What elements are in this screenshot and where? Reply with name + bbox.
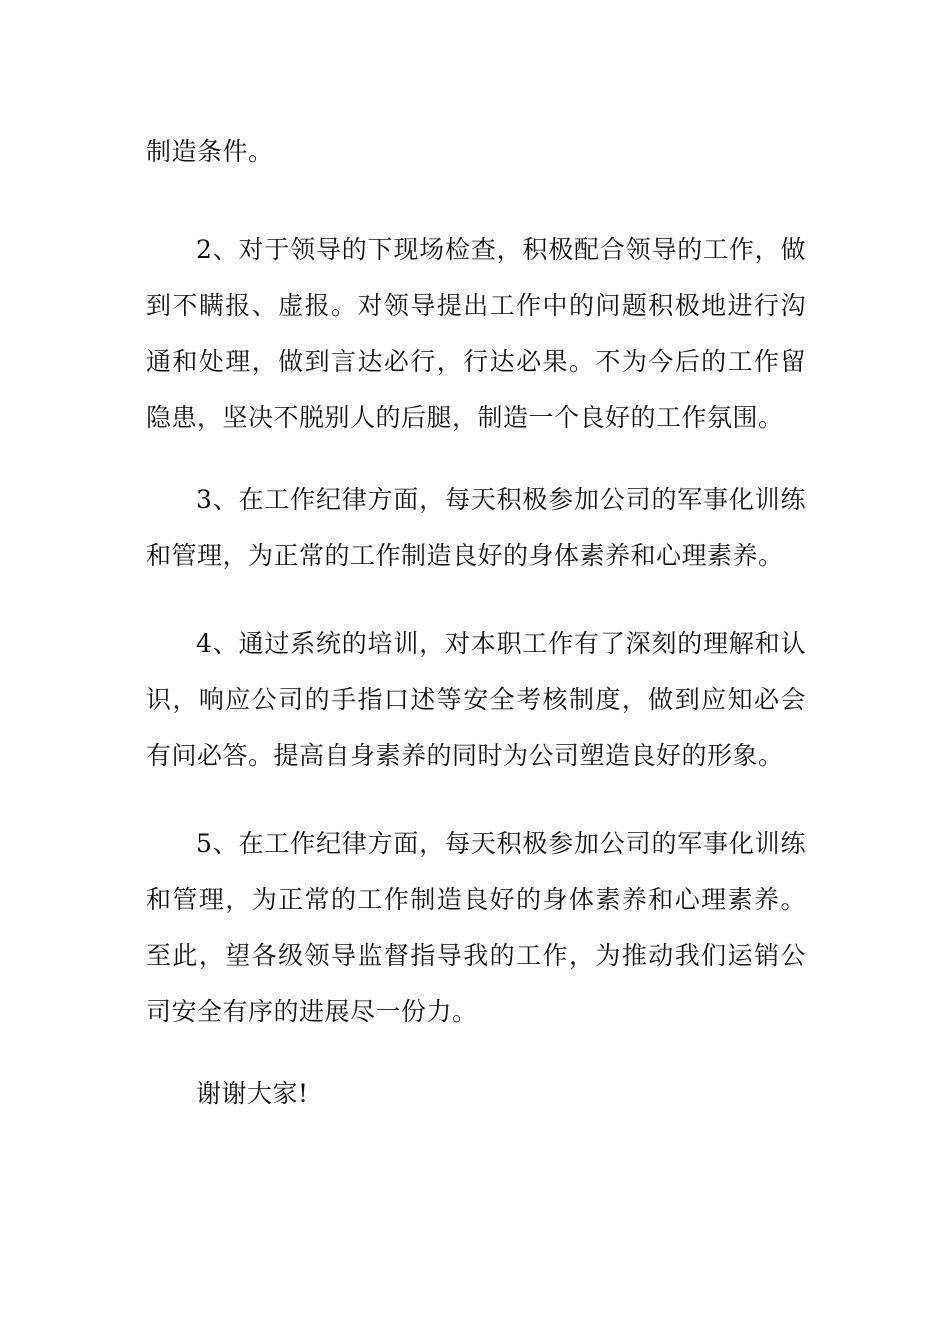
- paragraph-item-2: 2、对于领导的下现场检查，积极配合领导的工作，做到不瞒报、虚报。对领导提出工作中的问题积极地进行沟通和处理，做到言达必行，行达必果。不为今后的工作留隐患，坚决不脱别人的后腿，制造一个良好的工作氛围。: [146, 235, 806, 432]
- paragraph-continuation: 制造条件。: [146, 137, 274, 166]
- paragraph-item-4: 4、通过系统的培训，对本职工作有了深刻的理解和认识，响应公司的手指口述等安全考核制度，做到应知必会有问必答。提高自身素养的同时为公司塑造良好的形象。: [146, 629, 806, 770]
- paragraph-item-5: 5、在工作纪律方面，每天积极参加公司的军事化训练和管理，为正常的工作制造良好的身体素养和心理素养。至此，望各级领导监督指导我的工作，为推动我们运销公司安全有序的进展尽一份力。: [146, 829, 806, 1026]
- paragraph-item-3: 3、在工作纪律方面，每天积极参加公司的军事化训练和管理，为正常的工作制造良好的身体素养和心理素养。: [146, 485, 806, 570]
- closing-thanks: 谢谢大家!: [196, 1079, 309, 1108]
